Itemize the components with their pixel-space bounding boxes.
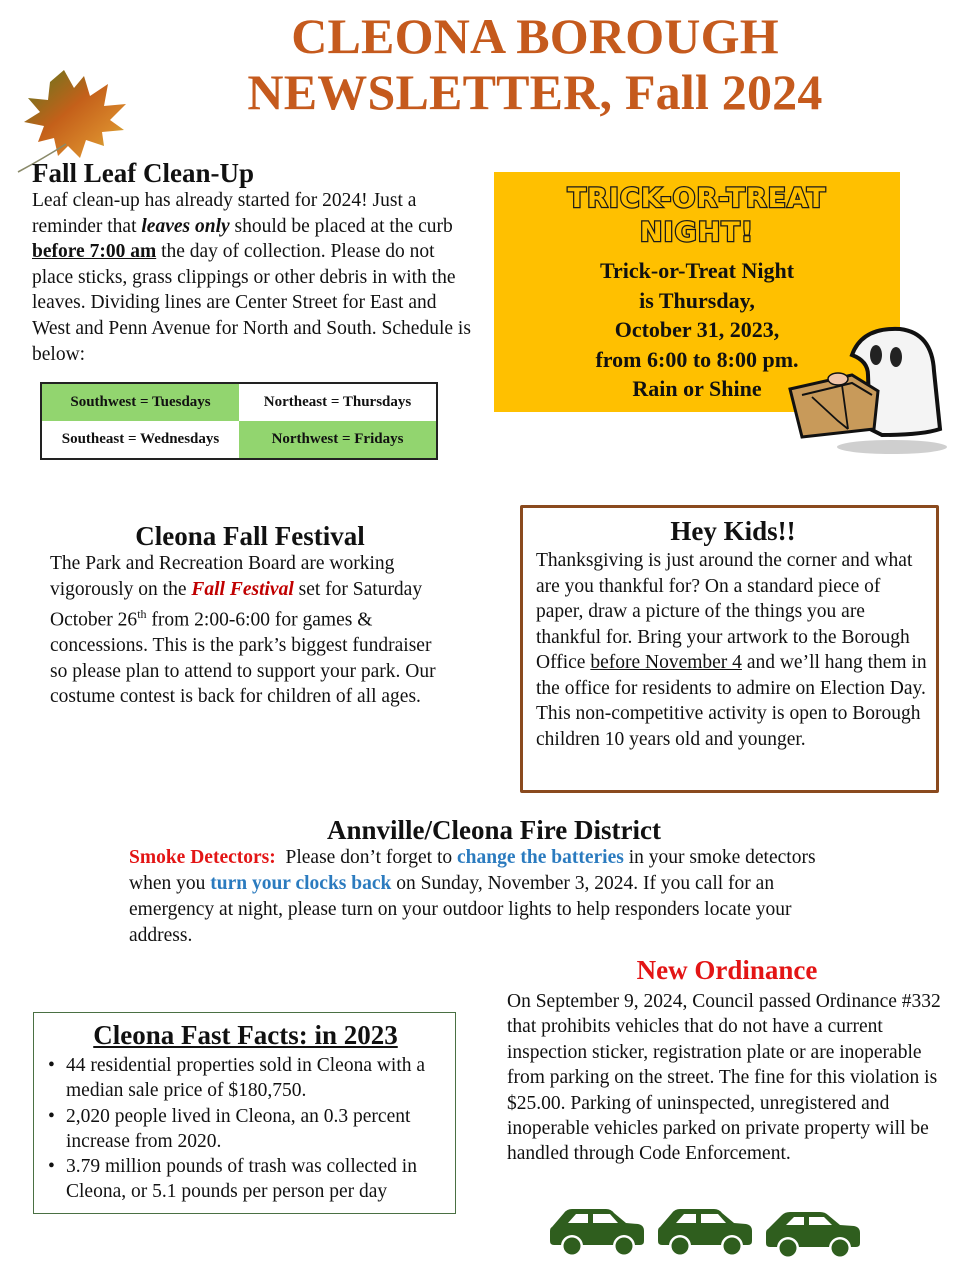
leaf-cleanup-title: Fall Leaf Clean-Up (32, 158, 254, 188)
title-line-1: CLEONA BOROUGH (291, 8, 779, 64)
fire-text-2: in your smoke detectors when you (129, 847, 816, 894)
trick-or-treat-heading (494, 182, 900, 250)
festival-text-1: The Park and Recreation Board are working vigorously on the (50, 553, 395, 600)
schedule-cell: Southeast = Wednesdays (61, 431, 220, 447)
kids-text-1: Thanksgiving is just around the corner and what are you thankful for? On a standard piece of paper, draw a picture of the things you are thankful for. Bring your artwork to the Borough Office (536, 550, 913, 673)
fire-district-section (129, 815, 859, 949)
fact-text: 2,020 people lived in Cleona, an 0.3 percent increase from 2020. (66, 1105, 411, 1152)
leaf-text-1: Leaf clean-up has already started for 2024! Just a reminder that (32, 190, 417, 237)
leaf-cleanup-section (32, 158, 472, 367)
details-line: Trick-or-Treat Night (599, 258, 795, 283)
details-line: from 6:00 to 8:00 pm. (595, 346, 799, 372)
car-icon (764, 1205, 862, 1257)
fire-district-body (129, 845, 859, 949)
new-ordinance-title: New Ordinance (636, 955, 818, 985)
fire-text-1: Please don’t forget to (275, 847, 458, 868)
details-line: Rain or Shine (632, 376, 762, 401)
clocks-back-emphasis: turn your clocks back (210, 873, 392, 894)
ghost-icon (782, 325, 950, 465)
details-line: October 31, 2023, (614, 317, 780, 342)
fall-festival-section (50, 521, 450, 710)
hey-kids-title: Hey Kids!! (670, 516, 796, 546)
hey-kids-body (536, 548, 930, 752)
details-line: is Thursday, (639, 287, 755, 313)
smoke-detectors-label: Smoke Detectors: (129, 847, 276, 868)
festival-text-3: from 2:00-6:00 for games & concessions. This is the park’s biggest fundraiser so please plan to attend to support your park. Our costume contest is back for children of all ages. (50, 609, 436, 708)
leaf-schedule-table (40, 382, 438, 460)
fast-facts-title: Cleona Fast Facts: in 2023 (93, 1020, 398, 1050)
leaf-text-2: should be placed at the curb (229, 215, 453, 237)
schedule-cell: Northeast = Thursdays (263, 394, 412, 410)
fast-facts-list (46, 1053, 445, 1205)
fact-text: 3.79 million pounds of trash was collected in Cleona, or 5.1 pounds per person per day (66, 1156, 417, 1203)
new-ordinance-section (507, 955, 947, 1167)
hey-kids-box (520, 505, 939, 793)
fast-facts-box (33, 1012, 456, 1214)
kids-text-2: and we’ll hang them in the office for residents to admire on Election Day. This non-competitive activity is open to Borough children 10 years old and younger. (536, 652, 927, 750)
time-emphasis: before 7:00 am (32, 241, 157, 263)
schedule-row (41, 383, 437, 421)
bullet-icon: • (48, 1105, 55, 1127)
cars-illustration (548, 1205, 868, 1260)
ordinal-suffix: th (137, 607, 147, 622)
title-line-2: NEWSLETTER, Fall 2024 (247, 64, 823, 120)
schedule-row (41, 421, 437, 459)
new-ordinance-body: On September 9, 2024, Council passed Ordinance #332 that prohibits vehicles that do not have a current inspection sticker, registration plate or are inoperable from parking on the street. The fine for this violation is $25.00. Parking of uninspected, unregistered and inoperable vehicles parked on private property will be handled through Code Enforcement. (507, 991, 941, 1165)
leaf-cleanup-body (32, 188, 472, 367)
fact-item (46, 1154, 445, 1205)
car-icon (548, 1205, 646, 1257)
car-icon (656, 1205, 754, 1257)
schedule-cell: Northwest = Fridays (239, 421, 437, 459)
deadline-emphasis: before November 4 (590, 652, 742, 673)
newsletter-title (180, 8, 890, 120)
leaves-only-emphasis: leaves only (141, 215, 230, 237)
leaf-text-3: the day of collection. Please do not place sticks, grass clippings or other debris in with the leaves. Dividing lines are Center Street for East and West and Penn Avenue for North and South. Schedule is below: (32, 241, 471, 365)
fall-festival-emphasis: Fall Festival (191, 578, 294, 600)
festival-text-2: set for Saturday October 26 (50, 578, 423, 631)
fall-festival-body (50, 551, 450, 710)
heading-line-2: NIGHT! (639, 217, 755, 248)
bullet-icon: • (48, 1156, 55, 1178)
fact-item (46, 1104, 445, 1155)
heading-line-1: TRICK-OR-TREAT (567, 183, 827, 214)
fire-district-title: Annville/Cleona Fire District (327, 815, 661, 845)
change-batteries-emphasis: change the batteries (457, 847, 624, 868)
schedule-cell: Southwest = Tuesdays (41, 383, 239, 421)
fall-festival-title: Cleona Fall Festival (135, 521, 365, 551)
fact-item (46, 1053, 445, 1104)
fire-text-3: on Sunday, November 3, 2024. If you call for an emergency at night, please turn on your outdoor lights to help responders locate your address. (129, 873, 792, 946)
bullet-icon: • (48, 1055, 55, 1076)
fact-text: 44 residential properties sold in Cleona with a median sale price of $180,750. (66, 1055, 426, 1102)
